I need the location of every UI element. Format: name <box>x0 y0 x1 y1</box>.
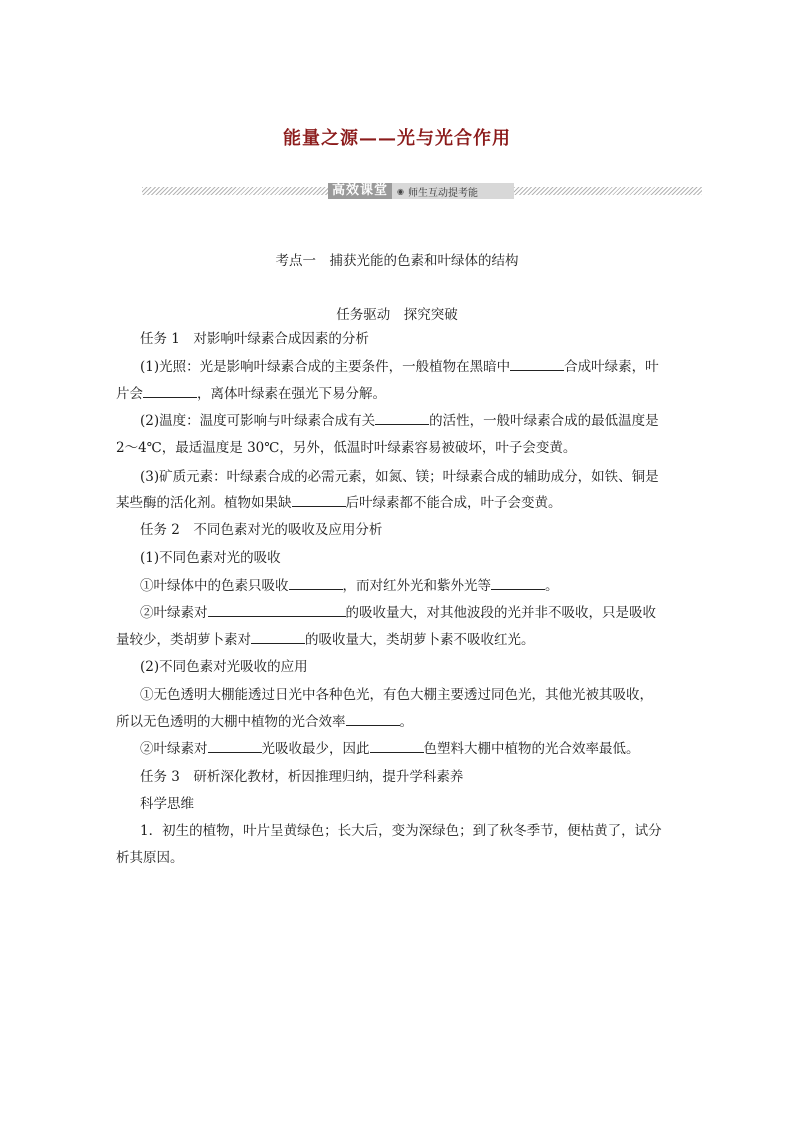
line-text: 。 <box>399 714 413 730</box>
banner-dot-icon: ◉ <box>397 186 404 196</box>
line-text: 某些酶的活化剂。植物如果缺 <box>116 495 292 511</box>
line-text: 量较少，类胡萝卜素对 <box>116 632 251 648</box>
text-line <box>116 709 682 736</box>
line-text: 析其原因。 <box>116 850 184 866</box>
text-line <box>116 845 682 872</box>
text-line <box>140 408 706 435</box>
fill-blank[interactable] <box>143 382 197 398</box>
text-line <box>140 682 706 709</box>
line-text: 任务 1 对影响叶绿素合成因素的分析 <box>140 331 369 347</box>
banner-hatch-right <box>514 187 702 195</box>
line-text: 光吸收最少，因此 <box>261 741 370 757</box>
line-text: 2～4℃，最适温度是 30℃，另外，低温时叶绿素容易被破坏，叶子会变黄。 <box>116 440 577 456</box>
fill-blank[interactable] <box>208 601 346 617</box>
text-line <box>116 490 682 517</box>
text-line <box>140 354 706 381</box>
text-line <box>140 545 706 572</box>
line-text: (1)光照：光是影响叶绿素合成的主要条件，一般植物在黑暗中 <box>140 359 511 375</box>
text-line <box>116 435 682 462</box>
line-text: (2)不同色素对光吸收的应用 <box>140 659 308 675</box>
fill-blank[interactable] <box>208 737 262 753</box>
line-text: (1)不同色素对光的吸收 <box>140 550 281 566</box>
fill-blank[interactable] <box>292 491 346 507</box>
line-text: 片会 <box>116 386 143 402</box>
section-banner <box>142 183 702 199</box>
line-text: 合成叶绿素，叶 <box>564 359 659 375</box>
fill-blank[interactable] <box>289 574 343 590</box>
line-text: 的吸收量大，对其他波段的光并非不吸收，只是吸收 <box>345 605 656 621</box>
fill-blank[interactable] <box>370 737 424 753</box>
line-text: 任务 2 不同色素对光的吸收及应用分析 <box>140 522 383 538</box>
fill-blank[interactable] <box>510 355 564 371</box>
text-line <box>140 573 706 600</box>
subheading: 任务驱动 探究突破 <box>336 307 458 323</box>
line-text: 后叶绿素都不能合成，叶子会变黄。 <box>345 495 562 511</box>
line-text: ，离体叶绿素在强光下易分解。 <box>197 386 386 402</box>
text-line <box>140 818 706 845</box>
line-text: 的活性，一般叶绿素合成的最低温度是 <box>429 413 659 429</box>
text-line <box>140 654 706 681</box>
text-line <box>140 464 706 491</box>
line-text: 科学思维 <box>140 796 194 812</box>
line-text: ，而对红外光和紫外光等 <box>342 578 491 594</box>
banner-label: 高效课堂 <box>328 183 392 199</box>
text-line <box>140 517 706 544</box>
text-line <box>140 791 706 818</box>
banner-box <box>328 183 514 199</box>
line-text: (2)温度：温度可影响与叶绿素合成有关 <box>140 413 376 429</box>
text-line <box>116 381 682 408</box>
line-text: ②叶绿素对 <box>140 605 208 621</box>
line-text: (3)矿质元素：叶绿素合成的必需元素，如氮、镁；叶绿素合成的辅助成分，如铁、铜是 <box>140 469 659 485</box>
fill-blank[interactable] <box>346 710 400 726</box>
fill-blank[interactable] <box>491 574 545 590</box>
line-text: 1．初生的植物，叶片呈黄绿色；长大后，变为深绿色；到了秋冬季节，便枯黄了，试分 <box>140 823 662 839</box>
text-line <box>140 764 706 791</box>
text-line <box>140 736 706 763</box>
line-text: ①无色透明大棚能透过日光中各种色光，有色大棚主要透过同色光，其他光被其吸收， <box>140 687 653 703</box>
banner-subtitle: 师生互动提考能 <box>408 187 478 199</box>
line-text: ②叶绿素对 <box>140 741 208 757</box>
line-text: ①叶绿体中的色素只吸收 <box>140 578 289 594</box>
line-text: 色塑料大棚中植物的光合效率最低。 <box>423 741 640 757</box>
line-text: 的吸收量大，类胡萝卜素不吸收红光。 <box>305 632 535 648</box>
text-line <box>140 600 706 627</box>
line-text: 。 <box>545 578 559 594</box>
banner-hatch-left <box>142 187 328 195</box>
text-line <box>140 326 706 353</box>
fill-blank[interactable] <box>375 409 429 425</box>
section-heading: 考点一 捕获光能的色素和叶绿体的结构 <box>275 253 519 269</box>
line-text: 任务 3 研析深化教材，析因推理归纳，提升学科素养 <box>140 769 464 785</box>
fill-blank[interactable] <box>251 628 305 644</box>
line-text: 所以无色透明的大棚中植物的光合效率 <box>116 714 346 730</box>
page-title: 能量之源——光与光合作用 <box>283 128 511 149</box>
text-line <box>116 627 682 654</box>
